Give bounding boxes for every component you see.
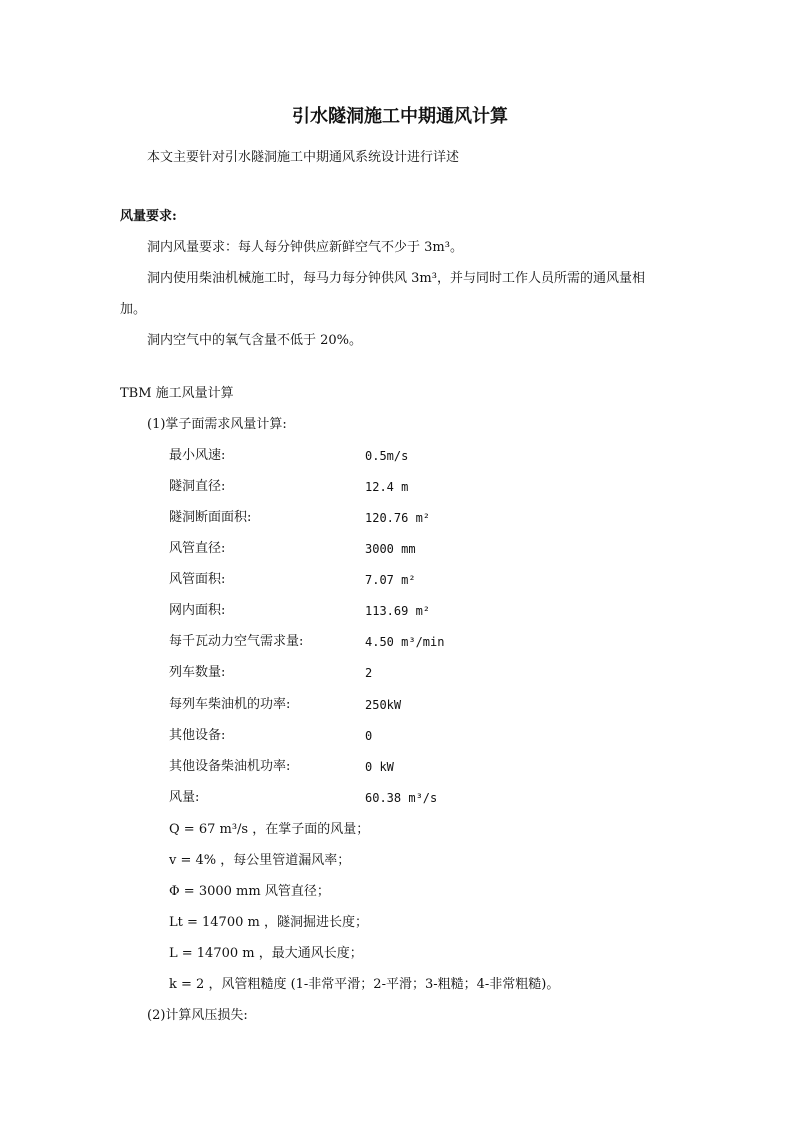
param-label: 风管直径: <box>169 541 226 556</box>
param-label: 其他设备柴油机功率: <box>169 759 291 774</box>
formula-line: Lt = 14700 m ，隧洞掘进长度； <box>169 915 368 930</box>
param-label: 每千瓦动力空气需求量: <box>169 634 304 649</box>
param-label: 隧洞断面面积: <box>169 510 252 525</box>
param-value: 120.76 m² <box>365 511 431 525</box>
param-value: 60.38 m³/s <box>365 791 438 805</box>
param-label: 隧洞直径: <box>169 479 226 494</box>
requirement-line: 加。 <box>120 302 147 317</box>
requirement-line: 洞内空气中的氧气含量不低于 20%。 <box>147 333 363 348</box>
requirement-line: 洞内使用柴油机械施工时，每马力每分钟供风 3m³，并与同时工作人员所需的通风量相 <box>147 271 645 286</box>
param-label: 风管面积: <box>169 572 226 587</box>
formula-line: k = 2 ，风管粗糙度 (1-非常平滑；2-平滑；3-粗糙；4-非常粗糙)。 <box>169 977 560 992</box>
param-label: 列车数量: <box>169 665 226 680</box>
section-1-heading: (1)掌子面需求风量计算: <box>147 417 287 432</box>
param-label: 每列车柴油机的功率: <box>169 697 291 712</box>
tbm-heading: TBM 施工风量计算 <box>120 386 234 401</box>
param-value: 250kW <box>365 698 402 712</box>
requirement-line: 洞内风量要求：每人每分钟供应新鲜空气不少于 3m³。 <box>147 240 463 255</box>
param-label: 风量: <box>169 790 200 805</box>
param-value: 0.5m/s <box>365 449 409 463</box>
formula-line: Q = 67 m³/s ，在掌子面的风量； <box>169 822 370 837</box>
param-value: 7.07 m² <box>365 573 416 587</box>
formula-line: L = 14700 m ，最大通风长度； <box>169 946 363 961</box>
param-value: 3000 mm <box>365 542 416 556</box>
param-label: 最小风速: <box>169 448 226 463</box>
param-label: 网内面积: <box>169 603 226 618</box>
section-2-heading: (2)计算风压损失: <box>147 1008 248 1023</box>
param-label: 其他设备: <box>169 728 226 743</box>
formula-line: Φ = 3000 mm 风管直径； <box>169 884 330 899</box>
intro-paragraph: 本文主要针对引水隧洞施工中期通风系统设计进行详述 <box>147 150 460 165</box>
param-value: 4.50 m³/min <box>365 635 445 649</box>
param-value: 113.69 m² <box>365 604 431 618</box>
param-value: 2 <box>365 666 373 680</box>
document-title: 引水隧洞施工中期通风计算 <box>292 106 508 127</box>
formula-line: v = 4% ，每公里管道漏风率； <box>169 853 351 868</box>
param-value: 0 <box>365 729 373 743</box>
param-value: 12.4 m <box>365 480 409 494</box>
requirements-heading: 风量要求: <box>120 209 177 224</box>
param-value: 0 kW <box>365 760 394 774</box>
